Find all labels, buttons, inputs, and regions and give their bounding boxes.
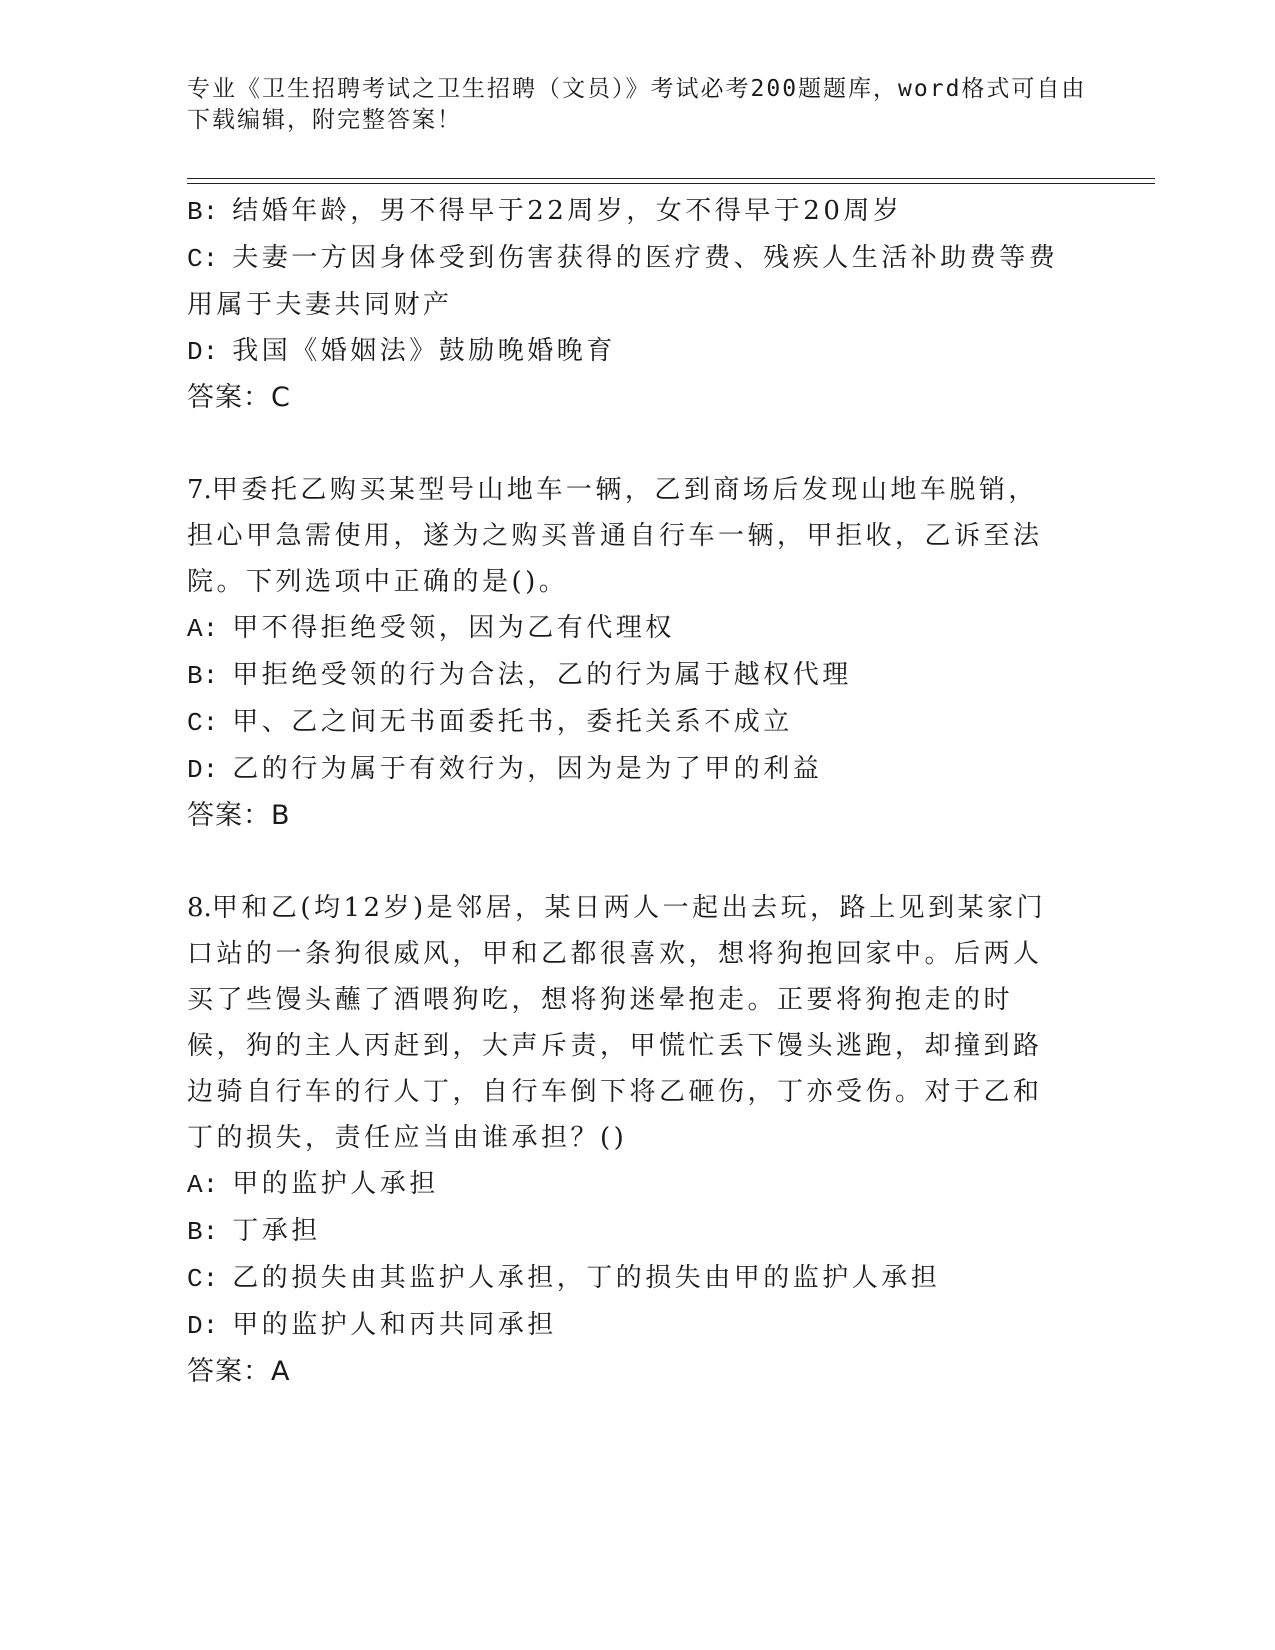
- option-label: A:: [187, 1170, 219, 1200]
- question-8: [187, 885, 1067, 1161]
- question-7: [187, 467, 1067, 605]
- question-text: 甲委托乙购买某型号山地车一辆，乙到商场后发现山地车脱销，担心甲急需使用，遂为之购买普通自行车一辆，甲拒收，乙诉至法院。下列选项中正确的是()。: [187, 475, 1043, 597]
- option-text: 乙的损失由其监护人承担，丁的损失由甲的监护人承担: [232, 1263, 941, 1293]
- option-d: [187, 328, 1067, 375]
- option-text: 结婚年龄，男不得早于22周岁，女不得早于20周岁: [232, 196, 903, 226]
- option-a: [187, 605, 1067, 652]
- answer-line: 答案：A: [187, 1356, 291, 1387]
- option-label: B:: [187, 197, 219, 227]
- option-text: 我国《婚姻法》鼓励晚婚晚育: [232, 336, 616, 366]
- header-divider: [187, 178, 1155, 184]
- page-header: 专业《卫生招聘考试之卫生招聘（文员）》考试必考200题题库，word格式可自由下载编辑，附完整答案！: [187, 76, 1087, 133]
- option-text: 夫妻一方因身体受到伤害获得的医疗费、残疾人生活补助费等费用属于夫妻共同财产: [187, 243, 1059, 320]
- option-b: [187, 652, 1067, 699]
- option-c: [187, 235, 1067, 328]
- option-text: 丁承担: [232, 1216, 321, 1246]
- option-text: 甲不得拒绝受领，因为乙有代理权: [232, 613, 675, 643]
- option-label: D:: [187, 337, 219, 367]
- option-label: B:: [187, 661, 219, 691]
- option-label: B:: [187, 1217, 219, 1247]
- option-b: [187, 1208, 1067, 1255]
- option-text: 甲的监护人承担: [232, 1169, 439, 1199]
- option-d: [187, 746, 1067, 793]
- option-label: A:: [187, 614, 219, 644]
- question-text: 甲和乙(均12岁)是邻居，某日两人一起出去玩，路上见到某家门口站的一条狗很威风，甲和乙都很喜欢，想将狗抱回家中。后两人买了些馒头蘸了酒喂狗吃，想将狗迷晕抱走。正要将狗抱走的时候，狗的主人丙赶到，大声斥责，甲慌忙丢下馒头逃跑，却撞到路边骑自行车的行人丁，自行车倒下将乙砸伤，丁亦受伤。对于乙和丁的损失，责任应当由谁承担？(): [187, 893, 1047, 1153]
- option-label: D:: [187, 1311, 219, 1341]
- option-label: C:: [187, 708, 219, 738]
- section-spacer: [187, 421, 1067, 467]
- option-text: 乙的行为属于有效行为，因为是为了甲的利益: [232, 754, 823, 784]
- option-text: 甲的监护人和丙共同承担: [232, 1310, 557, 1340]
- answer-line: 答案：C: [187, 382, 291, 413]
- option-label: D:: [187, 755, 219, 785]
- option-label: C:: [187, 1264, 219, 1294]
- option-b: [187, 188, 1067, 235]
- answer-line: 答案：B: [187, 800, 291, 831]
- question-number: 7.: [187, 475, 212, 505]
- option-c: [187, 1255, 1067, 1302]
- option-text: 甲、乙之间无书面委托书，委托关系不成立: [232, 707, 793, 737]
- option-a: [187, 1161, 1067, 1208]
- section-spacer: [187, 839, 1067, 885]
- option-d: [187, 1302, 1067, 1349]
- document-body: [187, 188, 1067, 1395]
- question-number: 8.: [187, 893, 212, 923]
- option-text: 甲拒绝受领的行为合法，乙的行为属于越权代理: [232, 660, 852, 690]
- option-c: [187, 699, 1067, 746]
- option-label: C:: [187, 244, 219, 274]
